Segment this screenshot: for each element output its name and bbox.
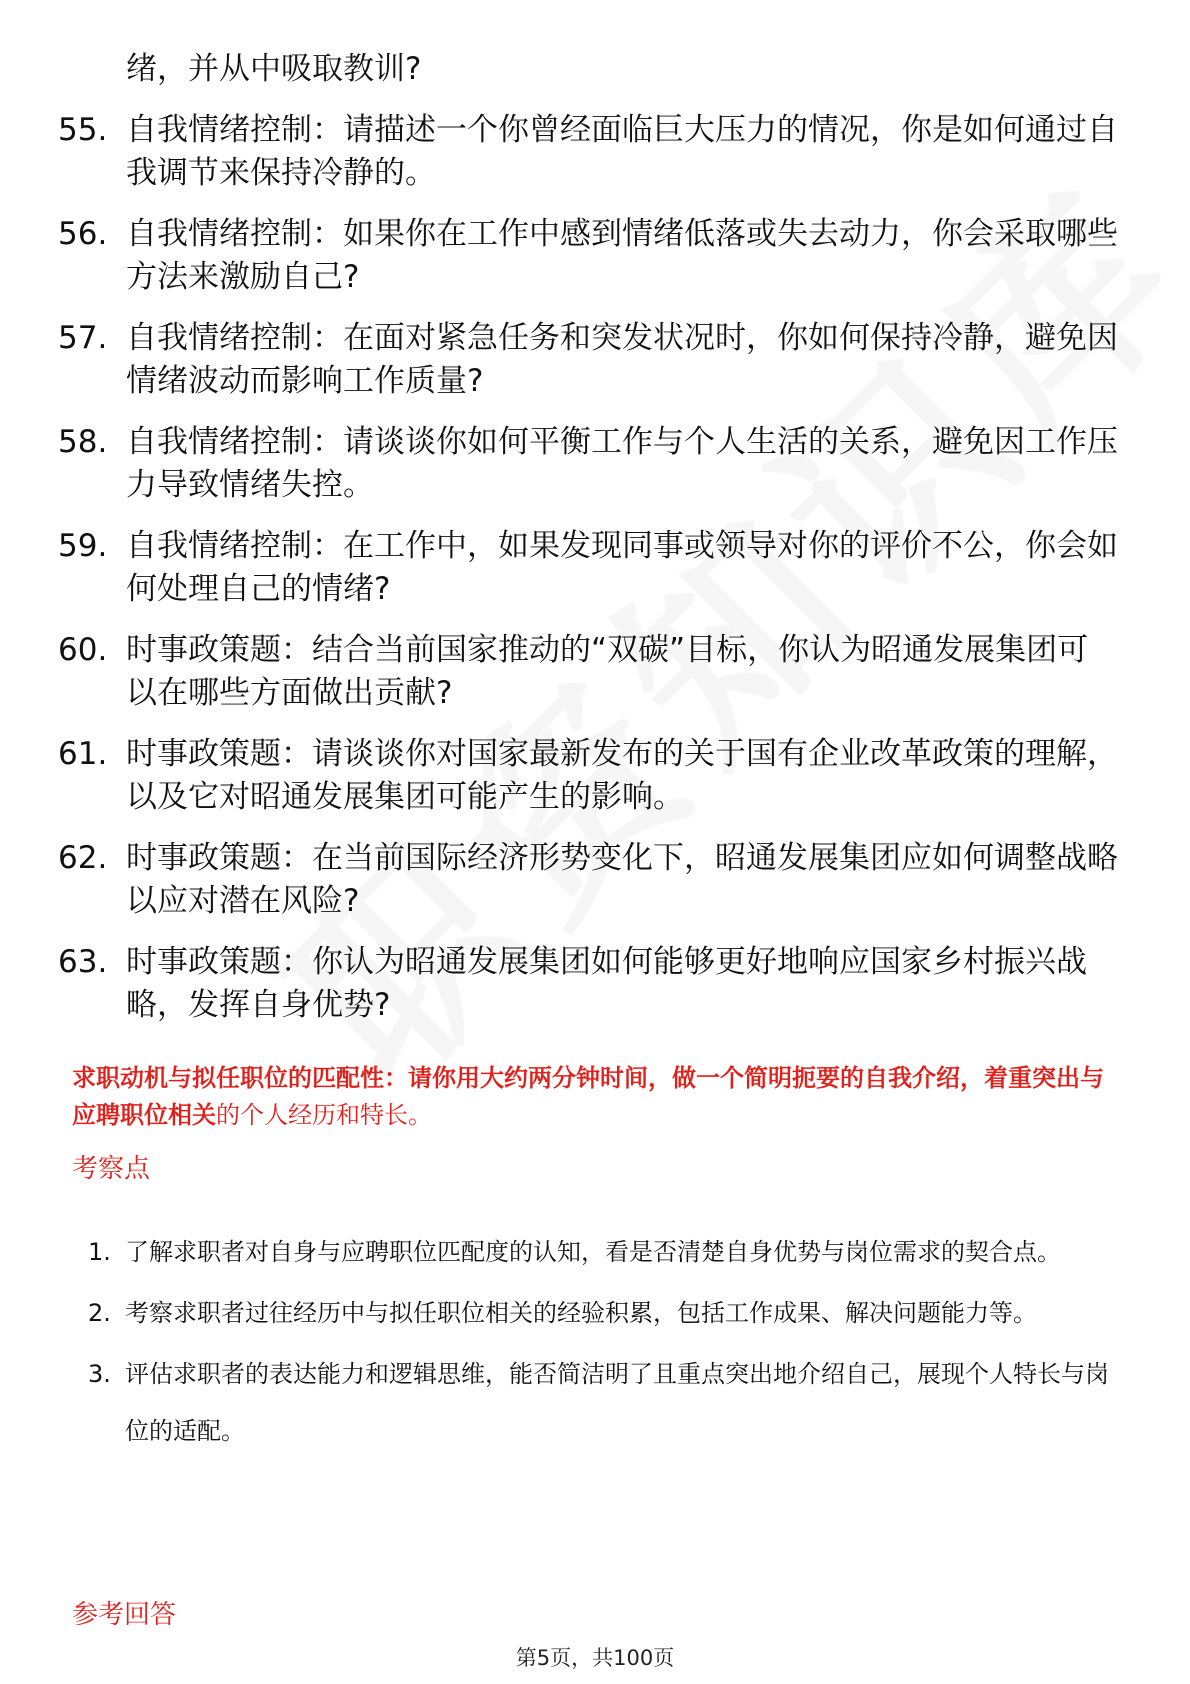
point-number: 2. xyxy=(88,1299,111,1327)
question-text: 自我情绪控制：在工作中，如果发现同事或领导对你的评价不公，你会如何处理自己的情绪? xyxy=(126,528,1118,607)
point-item xyxy=(80,1285,1120,1342)
question-text: 自我情绪控制：在面对紧急任务和突发状况时，你如何保持冷静，避免因情绪波动而影响工作质量? xyxy=(126,320,1118,399)
question-number: 59. xyxy=(58,528,108,564)
question-number: 61. xyxy=(58,736,108,772)
question-number: 60. xyxy=(58,632,108,668)
section-question-normal: 的个人经历和特长。 xyxy=(216,1101,432,1129)
question-text: 自我情绪控制：请谈谈你如何平衡工作与个人生活的关系，避免因工作压力导致情绪失控。 xyxy=(126,424,1118,503)
question-item xyxy=(58,525,1118,611)
point-text: 评估求职者的表达能力和逻辑思维，能否简洁明了且重点突出地介绍自己，展现个人特长与岗位的适配。 xyxy=(125,1360,1109,1445)
question-item xyxy=(58,733,1118,819)
question-number: 62. xyxy=(58,840,108,876)
points-list xyxy=(80,1224,1120,1464)
question-item xyxy=(58,837,1118,923)
question-text: 自我情绪控制：如果你在工作中感到情绪低落或失去动力，你会采取哪些方法来激励自己? xyxy=(126,216,1118,295)
answer-heading: 参考回答 xyxy=(72,1600,177,1630)
point-item xyxy=(80,1224,1120,1281)
question-number: 63. xyxy=(58,944,108,980)
question-number: 58. xyxy=(58,424,108,460)
question-item xyxy=(58,421,1118,507)
question-text: 绪，并从中吸取教训? xyxy=(126,51,422,87)
question-number: 56. xyxy=(58,216,108,252)
page-footer: 第5页，共100页 xyxy=(515,1646,675,1670)
question-item xyxy=(58,629,1118,715)
question-item xyxy=(58,109,1118,195)
points-heading: 考察点 xyxy=(72,1154,151,1184)
point-number: 1. xyxy=(88,1238,111,1266)
section-question xyxy=(72,1060,1122,1134)
question-item xyxy=(58,941,1118,1027)
question-text: 时事政策题：在当前国际经济形势变化下，昭通发展集团应如何调整战略以应对潜在风险? xyxy=(126,840,1118,919)
question-number: 55. xyxy=(58,112,108,148)
point-text: 了解求职者对自身与应聘职位匹配度的认知，看是否清楚自身优势与岗位需求的契合点。 xyxy=(125,1238,1061,1266)
point-number: 3. xyxy=(88,1360,111,1388)
question-item xyxy=(58,213,1118,299)
question-text: 时事政策题：你认为昭通发展集团如何能够更好地响应国家乡村振兴战略，发挥自身优势? xyxy=(126,944,1087,1023)
question-text: 时事政策题：请谈谈你对国家最新发布的关于国有企业改革政策的理解，以及它对昭通发展集团可能产生的影响。 xyxy=(126,736,1118,815)
question-item xyxy=(58,317,1118,403)
question-text: 时事政策题：结合当前国家推动的“双碳”目标，你认为昭通发展集团可以在哪些方面做出贡献? xyxy=(126,632,1089,711)
point-text: 考察求职者过往经历中与拟任职位相关的经验积累，包括工作成果、解决问题能力等。 xyxy=(125,1299,1037,1327)
question-text: 自我情绪控制：请描述一个你曾经面临巨大压力的情况，你是如何通过自我调节来保持冷静的。 xyxy=(126,112,1118,191)
section-question-bold: 求职动机与拟任职位的匹配性：请你用大约两分钟时间，做一个简明扼要的自我介绍，着重突出与应聘职位相关 xyxy=(72,1064,1104,1129)
question-list xyxy=(58,48,1118,1045)
question-continuation xyxy=(58,48,1118,91)
point-item xyxy=(80,1346,1120,1460)
question-number: 57. xyxy=(58,320,108,356)
